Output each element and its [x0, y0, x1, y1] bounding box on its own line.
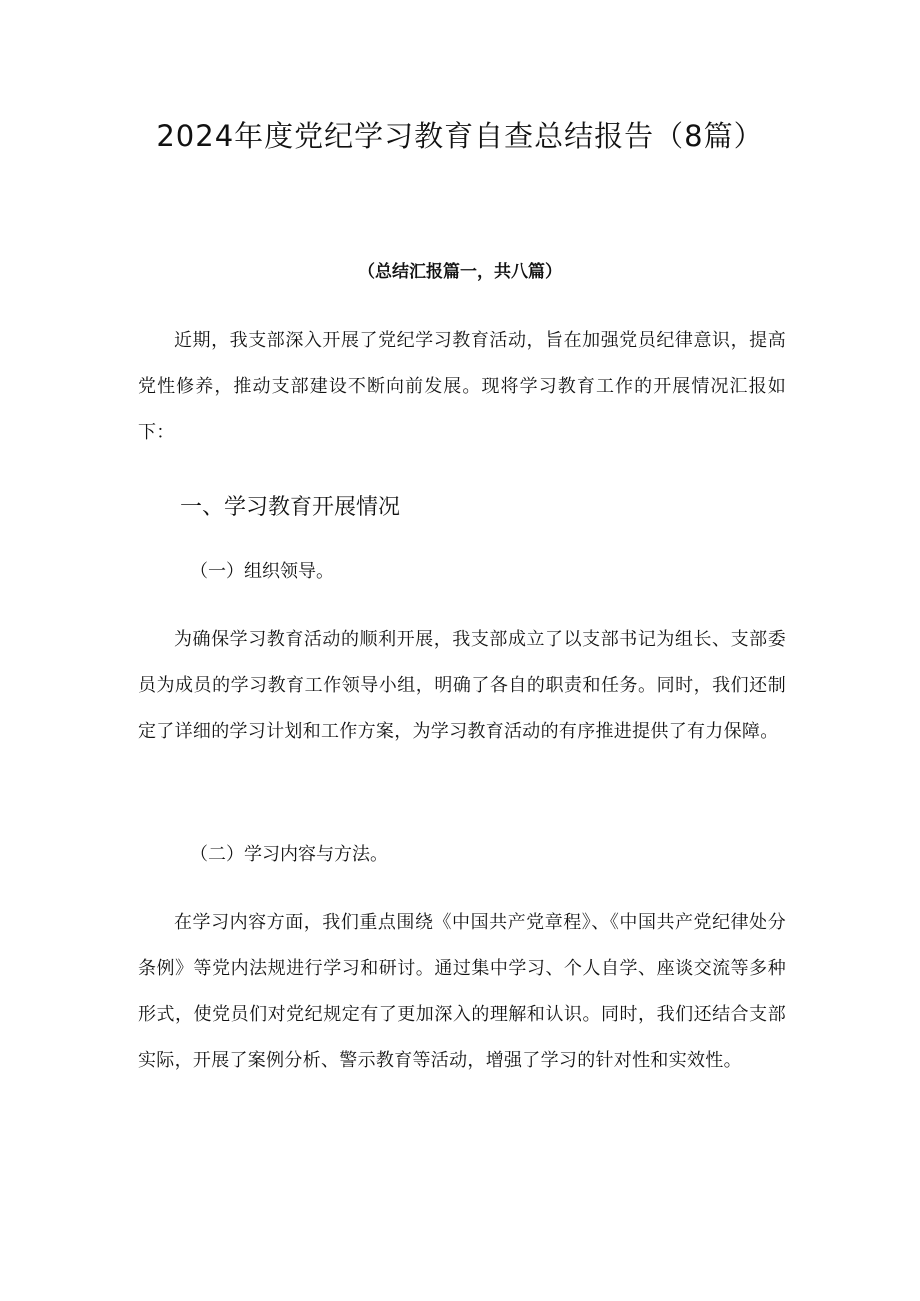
- content-methods-paragraph: 在学习内容方面，我们重点围绕《中国共产党章程》、《中国共产党纪律处分条例》等党内法规进行学习和研讨。通过集中学习、个人自学、座谈交流等多种形式，使党员们对党纪规定有了更加深入的理解和认识。同时，我们还结合支部实际，开展了案例分析、警示教育等活动，增强了学习的针对性和实效性。: [138, 912, 786, 1071]
- intro-paragraph: 近期，我支部深入开展了党纪学习教育活动，旨在加强党员纪律意识，提高党性修养，推动支部建设不断向前发展。现将学习教育工作的开展情况汇报如下：: [138, 330, 786, 443]
- section-heading: 一、学习教育开展情况: [180, 495, 401, 520]
- organization-paragraph: 为确保学习教育活动的顺利开展，我支部成立了以支部书记为组长、支部委员为成员的学习教育工作领导小组，明确了各自的职责和任务。同时，我们还制定了详细的学习计划和工作方案，为学习教育活动的有序推进提供了有力保障。: [138, 629, 786, 742]
- subsection-heading-content-methods: （二）学习内容与方法。: [190, 844, 388, 865]
- document-subtitle: （总结汇报篇一，共八篇）: [358, 262, 562, 282]
- document-title: 2024年度党纪学习教育自查总结报告（8篇）: [156, 119, 764, 153]
- subsection-heading-organization: （一）组织领导。: [190, 561, 334, 582]
